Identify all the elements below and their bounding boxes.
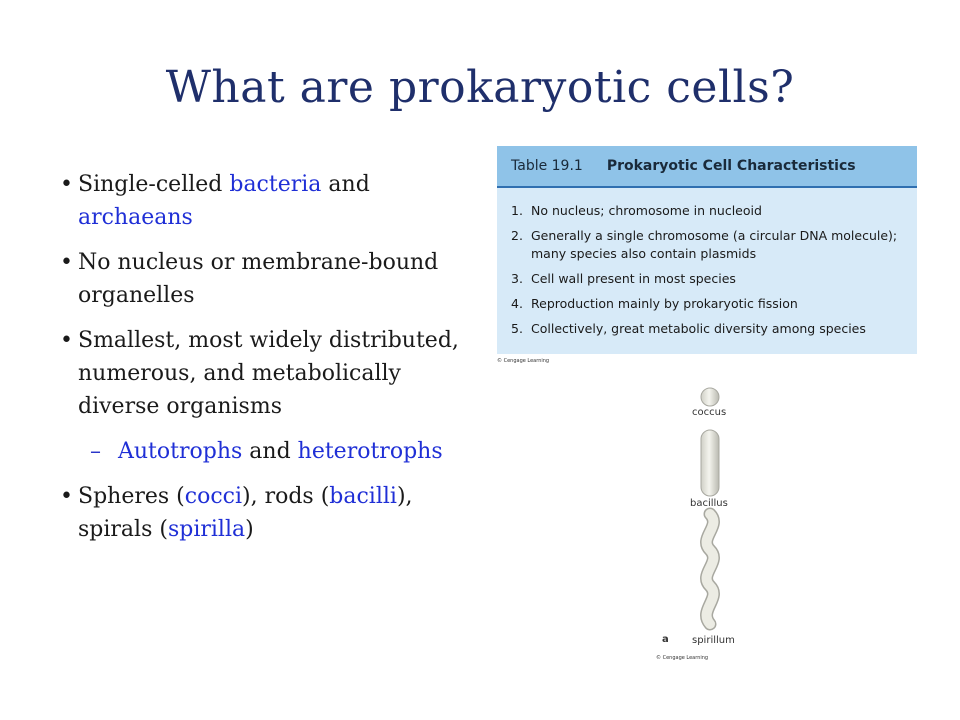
table-number: Table 19.1	[511, 158, 583, 174]
bacillus-label: bacillus	[690, 498, 728, 509]
bacteria-shapes-figure	[640, 380, 780, 650]
row-number: 1.	[511, 203, 523, 218]
panel-label: a	[662, 634, 669, 645]
bullet-list	[40, 168, 480, 558]
table-row	[511, 295, 907, 313]
row-text: Reproduction mainly by prokaryotic fission	[531, 296, 798, 311]
table-row	[511, 202, 907, 220]
bacillus-shape	[701, 430, 719, 496]
table-credit: © Cengage Learning	[497, 358, 550, 364]
bullet-text: Smallest, most widely distributed, numerous, and metabolically diverse organisms	[78, 328, 459, 419]
row-number: 2.	[511, 228, 523, 243]
spirillum-shape	[707, 514, 714, 624]
highlight-term: spirilla	[167, 517, 246, 542]
table-row	[511, 270, 907, 288]
highlight-term: bacilli	[329, 484, 397, 509]
row-number: 5.	[511, 321, 523, 336]
bullet-text: ), rods (	[242, 484, 330, 509]
bullet-text: Single-celled	[78, 172, 230, 197]
coccus-label: coccus	[692, 407, 727, 418]
slide-title: What are prokaryotic cells?	[165, 62, 795, 113]
table-header	[497, 146, 917, 188]
bullet-text: and	[321, 172, 370, 197]
highlight-term: bacteria	[229, 172, 322, 197]
bullet-text: No nucleus or membrane-bound organelles	[78, 250, 439, 308]
highlight-term: Autotrophs	[118, 439, 243, 464]
row-text: Collectively, great metabolic diversity among species	[531, 321, 866, 336]
table-title: Prokaryotic Cell Characteristics	[606, 158, 856, 174]
table-row	[511, 320, 907, 338]
table-rows	[497, 188, 917, 338]
bullet-text: Spheres (	[78, 484, 185, 509]
figure-credit: © Cengage Learning	[656, 655, 709, 661]
row-number: 3.	[511, 271, 523, 286]
spirillum-label: spirillum	[692, 635, 735, 646]
bullet-text: )	[245, 517, 254, 542]
bullet-item	[40, 324, 480, 423]
table-row	[511, 227, 907, 263]
bullet-icon: •	[60, 250, 73, 275]
bullet-icon: •	[60, 328, 73, 353]
bullet-text: and	[242, 439, 298, 464]
coccus-shape	[701, 388, 719, 406]
bullet-text: ), spirals (	[78, 484, 413, 542]
highlight-term: archaeans	[78, 205, 193, 230]
bullet-icon: •	[60, 484, 73, 509]
row-text: Generally a single chromosome (a circular DNA molecule); many species also contain plasmids	[531, 228, 898, 261]
bullet-item	[40, 246, 480, 312]
bullet-icon: •	[60, 172, 73, 197]
row-text: Cell wall present in most species	[531, 271, 736, 286]
row-number: 4.	[511, 296, 523, 311]
bullet-item	[40, 480, 480, 546]
highlight-term: heterotrophs	[297, 439, 443, 464]
sub-bullet-item	[40, 435, 480, 468]
row-text: No nucleus; chromosome in nucleoid	[531, 203, 762, 218]
characteristics-table	[497, 146, 917, 354]
bullet-item	[40, 168, 480, 234]
dash-icon: –	[90, 439, 101, 464]
highlight-term: cocci	[184, 484, 242, 509]
